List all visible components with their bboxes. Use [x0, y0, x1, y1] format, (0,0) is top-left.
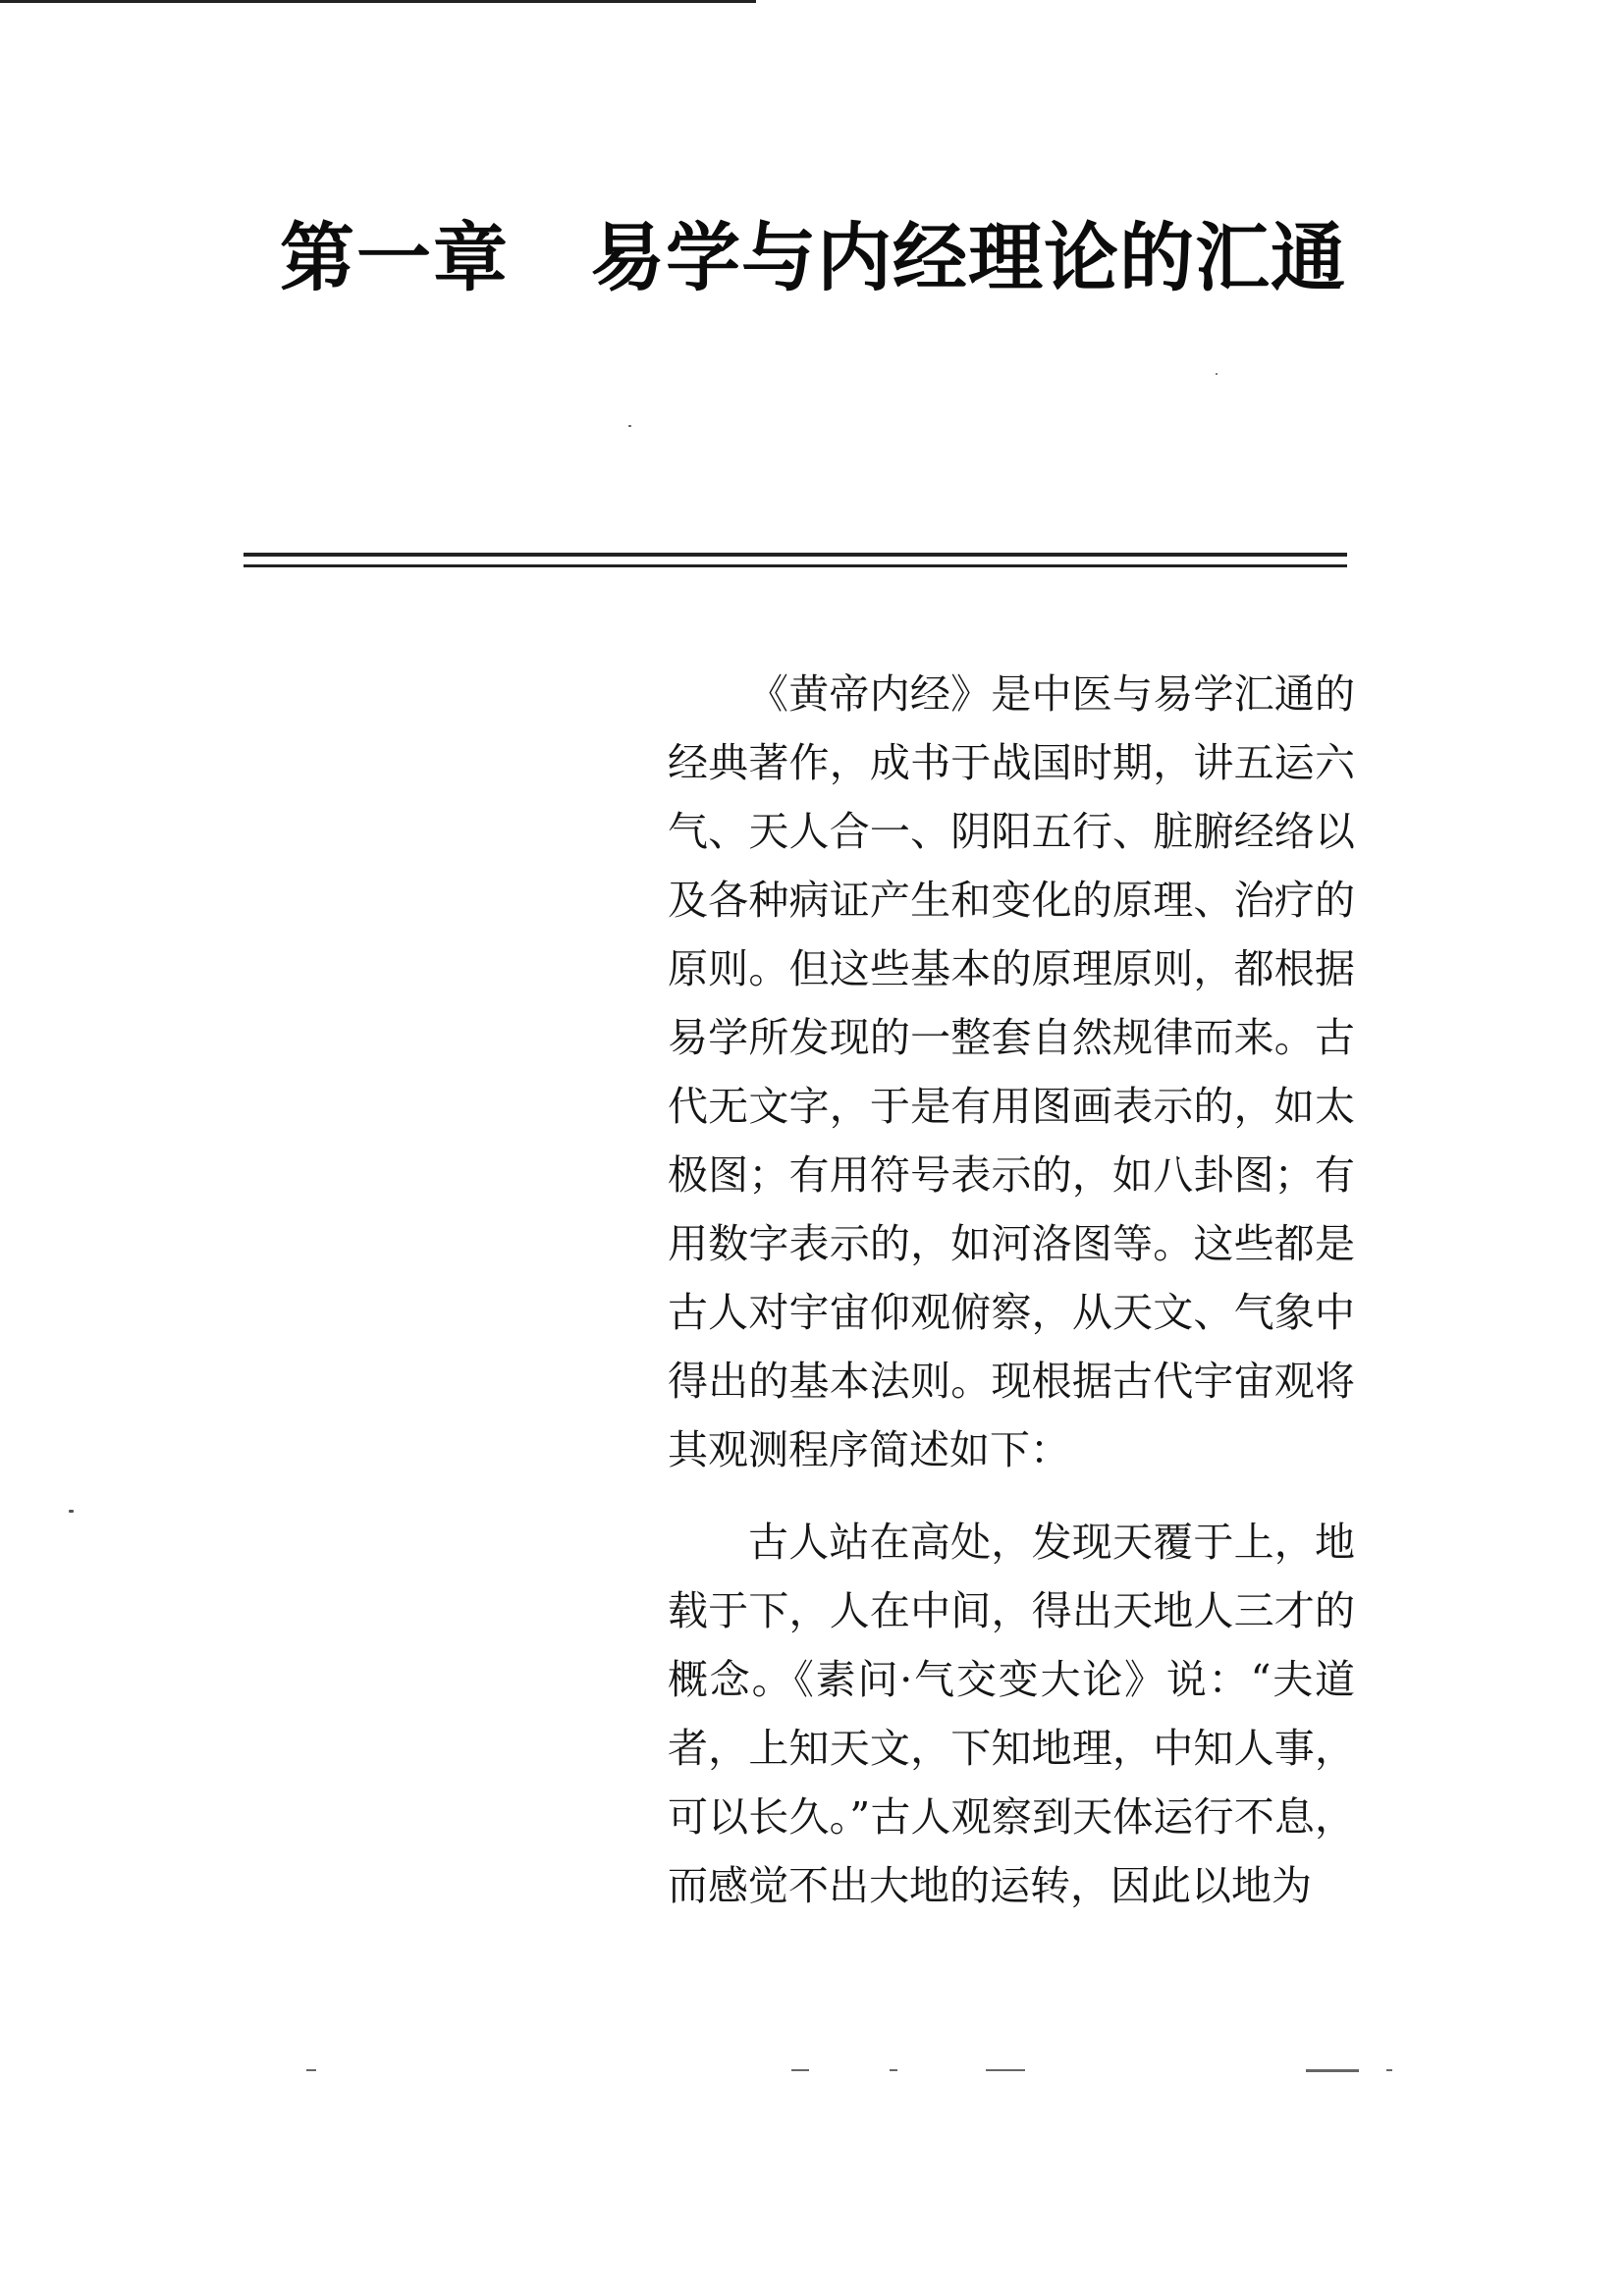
body-text-column	[668, 660, 1355, 1920]
divider-lower-line	[244, 564, 1347, 567]
scan-mark	[1386, 2069, 1392, 2071]
scan-mark	[306, 2069, 316, 2071]
scan-mark	[1306, 2069, 1359, 2072]
body-paragraph: 《黄帝内经》是中医与易学汇通的经典著作，成书于战国时期，讲五运六气、天人合一、阴阳五行、脏腑经络以及各种病证产生和变化的原理、治疗的原则。但这些基本的原理原则，都根据易学所发现的一整套自然规律而来。古代无文字，于是有用图画表示的，如太极图；有用符号表示的，如八卦图；有用数字表示的，如河洛图等。这些都是古人对宇宙仰观俯察，从天文、气象中得出的基本法则。现根据古代宇宙观将其观测程序简述如下：	[668, 670, 1355, 1473]
scan-speck	[69, 1510, 74, 1513]
scan-speck	[1216, 373, 1218, 375]
chapter-divider-double-rule	[244, 553, 1347, 568]
divider-upper-line	[244, 553, 1347, 557]
chapter-title: 易学与内经理论的汇通	[590, 214, 1346, 301]
scan-mark	[986, 2069, 1025, 2071]
bottom-scan-marks	[0, 2069, 1624, 2075]
body-paragraph: 古人站在高处，发现天覆于上，地载于下，人在中间，得出天地人三才的概念。《素问·气交变大论》说：“夫道者，上知天文，下知地理，中知人事，可以长久。”古人观察到天体运行不息，而感觉不出大地的运转，因此以地为	[668, 1519, 1355, 1909]
scan-mark	[791, 2069, 809, 2071]
scan-speck	[628, 425, 631, 427]
chapter-number: 第一章	[280, 214, 510, 301]
top-scan-edge-rule	[0, 0, 756, 3]
scan-mark	[890, 2069, 897, 2071]
chapter-heading	[280, 214, 1346, 302]
